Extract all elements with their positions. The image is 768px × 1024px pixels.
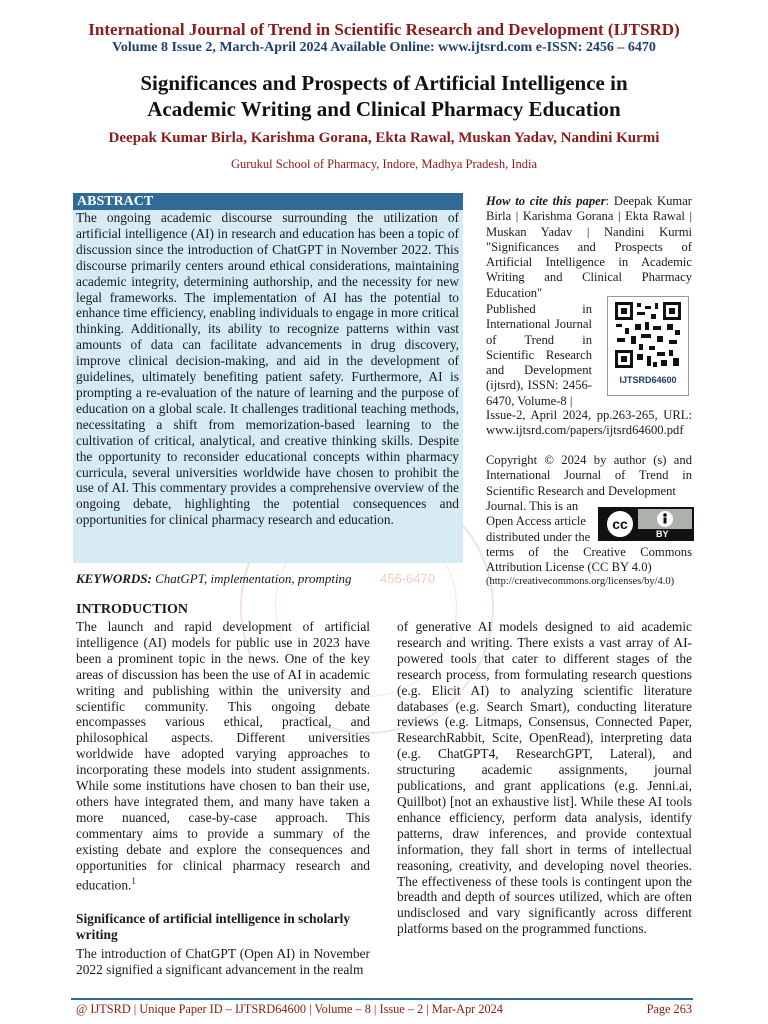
cc-by-badge xyxy=(598,507,694,541)
citation-label: How to cite this paper xyxy=(486,194,606,208)
citation-issue-url[interactable]: Issue-2, April 2024, pp.263-265, URL: www.ijtsrd.com/papers/ijtsrd64600.pdf xyxy=(486,408,692,438)
section-subheading: Significance of artificial intelligence in scholarly writing xyxy=(76,911,351,942)
intro-right-column: of generative AI models designed to aid academic research and writing. There exists a vast array of AI-powered tools that cater to different stages of the research process, from formulating research questions (e.g. Elicit AI) to analyzing scientific literature databases (e.g. Search Smart), conducting literature reviews (e.g. Litmaps, Consensus, Connected Paper, ResearchRabbit, Scite, OpenRead), interpreting data (e.g. ChatGPT4, ResearchGPT, Lateral), and structuring academic assignments, journal publications, and grant applications (e.g. Jenni.ai, Quillbot) [not an exhaustive list]. While these AI tools enhance efficiency, perform data analysis, identify patterns, draw inferences, and provide contextual information, they fall short in terms of intellectual reasoning, creativity, and developing novel theories. The effectiveness of these tools is contingent upon the breadth and depth of sources utilized, which are often undisclosed and vary significantly across different platforms based on the programmed functions. xyxy=(397,619,692,937)
citation-text: : Deepak Kumar Birla | Karishma Gorana | Ekta Rawal | Muskan Yadav | Nandini Kurmi "Significances and Prospects of Artificial Intelligence in Academic Writing and Clinical Pharmacy Education" xyxy=(486,194,692,300)
watermark-text: 456-6470 xyxy=(380,571,435,586)
section-left-text: The introduction of ChatGPT (Open AI) in November 2022 signified a significant advancement in the realm xyxy=(76,946,370,977)
citation-block xyxy=(486,194,692,301)
qr-code-block xyxy=(607,296,689,396)
qr-code-icon xyxy=(613,300,683,370)
copyright-text: Copyright © 2024 by author (s) and International Journal of Trend in Scientific Research and Development xyxy=(486,453,692,498)
cc-by-label: BY xyxy=(656,529,669,539)
copyright-license-text: Journal. This is an Open Access article distributed under the xyxy=(486,499,591,544)
svg-text:cc: cc xyxy=(612,516,628,532)
footer-divider xyxy=(71,998,693,1000)
journal-volume-line: Volume 8 Issue 2, March-April 2024 Available Online: www.ijtsrd.com e-ISSN: 2456 – 6470 xyxy=(112,40,656,55)
keywords-text: ChatGPT, implementation, prompting xyxy=(155,571,352,586)
keywords xyxy=(76,571,376,587)
paper-authors: Deepak Kumar Birla, Karishma Gorana, Ekta Rawal, Muskan Yadav, Nandini Kurmi xyxy=(108,130,660,146)
paper-title-line2: Academic Writing and Clinical Pharmacy Education xyxy=(147,97,621,121)
citation-published: Published in International Journal of Trend in Scientific Research and Development (ijtsrd), ISSN: 2456-6470, Volume-8 | xyxy=(486,302,592,408)
intro-left-column xyxy=(76,619,370,893)
cc-license-icon xyxy=(598,507,694,541)
footer-info: @ IJTSRD | Unique Paper ID – IJTSRD64600 | Volume – 8 | Issue – 2 | Mar-Apr 2024 xyxy=(76,1002,503,1016)
license-url[interactable]: (http://creativecommons.org/licenses/by/4.0) xyxy=(486,576,675,587)
intro-footnote-ref: 1 xyxy=(131,875,136,886)
keywords-label: KEYWORDS: xyxy=(76,571,152,586)
qr-code-label: IJTSRD64600 xyxy=(619,375,677,385)
paper-title-line1: Significances and Prospects of Artificial Intelligence in xyxy=(140,71,628,95)
copyright-terms: terms of the Creative Commons Attribution License (CC BY 4.0) xyxy=(486,545,692,575)
intro-left-text: The launch and rapid development of artificial intelligence (AI) models for public use in 2023 have been a prominent topic in the news. One of the key areas of discussion has been the use of AI in academic writing and publishing within the university and scientific community. This ongoing debate encompasses various ethical, practical, and philosophical aspects. Different universities worldwide have adopted varying approaches to incorporating these models into student assignments. While some institutions have chosen to ban their use, others have integrated them, and many have taken a more nuanced, case-by-case approach. This commentary aims to provide a summary of the existing debate and explore the consequences and opportunities for clinical pharmacy research and education. xyxy=(76,619,370,892)
page-number: Page 263 xyxy=(646,1002,692,1016)
journal-title: International Journal of Trend in Scientific Research and Development (IJTSRD) xyxy=(88,20,680,39)
paper-title xyxy=(60,70,708,122)
abstract-heading: ABSTRACT xyxy=(73,193,463,210)
intro-heading: INTRODUCTION xyxy=(76,602,189,617)
paper-affiliation: Gurukul School of Pharmacy, Indore, Madhya Pradesh, India xyxy=(230,157,538,171)
abstract-text: The ongoing academic discourse surrounding the utilization of artificial intelligence (AI) in research and education has been a topic of discussion since the introduction of ChatGPT in November 2022. This discourse primarily centers around ethical considerations, maintaining academic integrity, determining authorship, and the necessity for new legal frameworks. The implementation of AI has the potential to enhance time efficiency, enabling individuals to engage in more critical thinking. Additionally, its ability to recognize patterns within vast amounts of data can facilitate advancements in drug discovery, improve clinical decision-making, and aid in the development of guidelines, ultimately benefiting patient safety. Furthermore, AI is prompting a re-evaluation of the nature of learning and the purpose of education on a global scale. It challenges traditional teaching methods, necessitating a shift from memorization-based learning to the cultivation of critical, analytical, and creative thinking skills. Despite the opportunity to reconsider educational concepts within pharmacy curricula, several universities worldwide have chosen to prohibit the use of AI. This commentary provides a comprehensive overview of the ongoing debate, highlighting the potential consequences and opportunities for clinical pharmacy research and education. xyxy=(76,210,459,528)
